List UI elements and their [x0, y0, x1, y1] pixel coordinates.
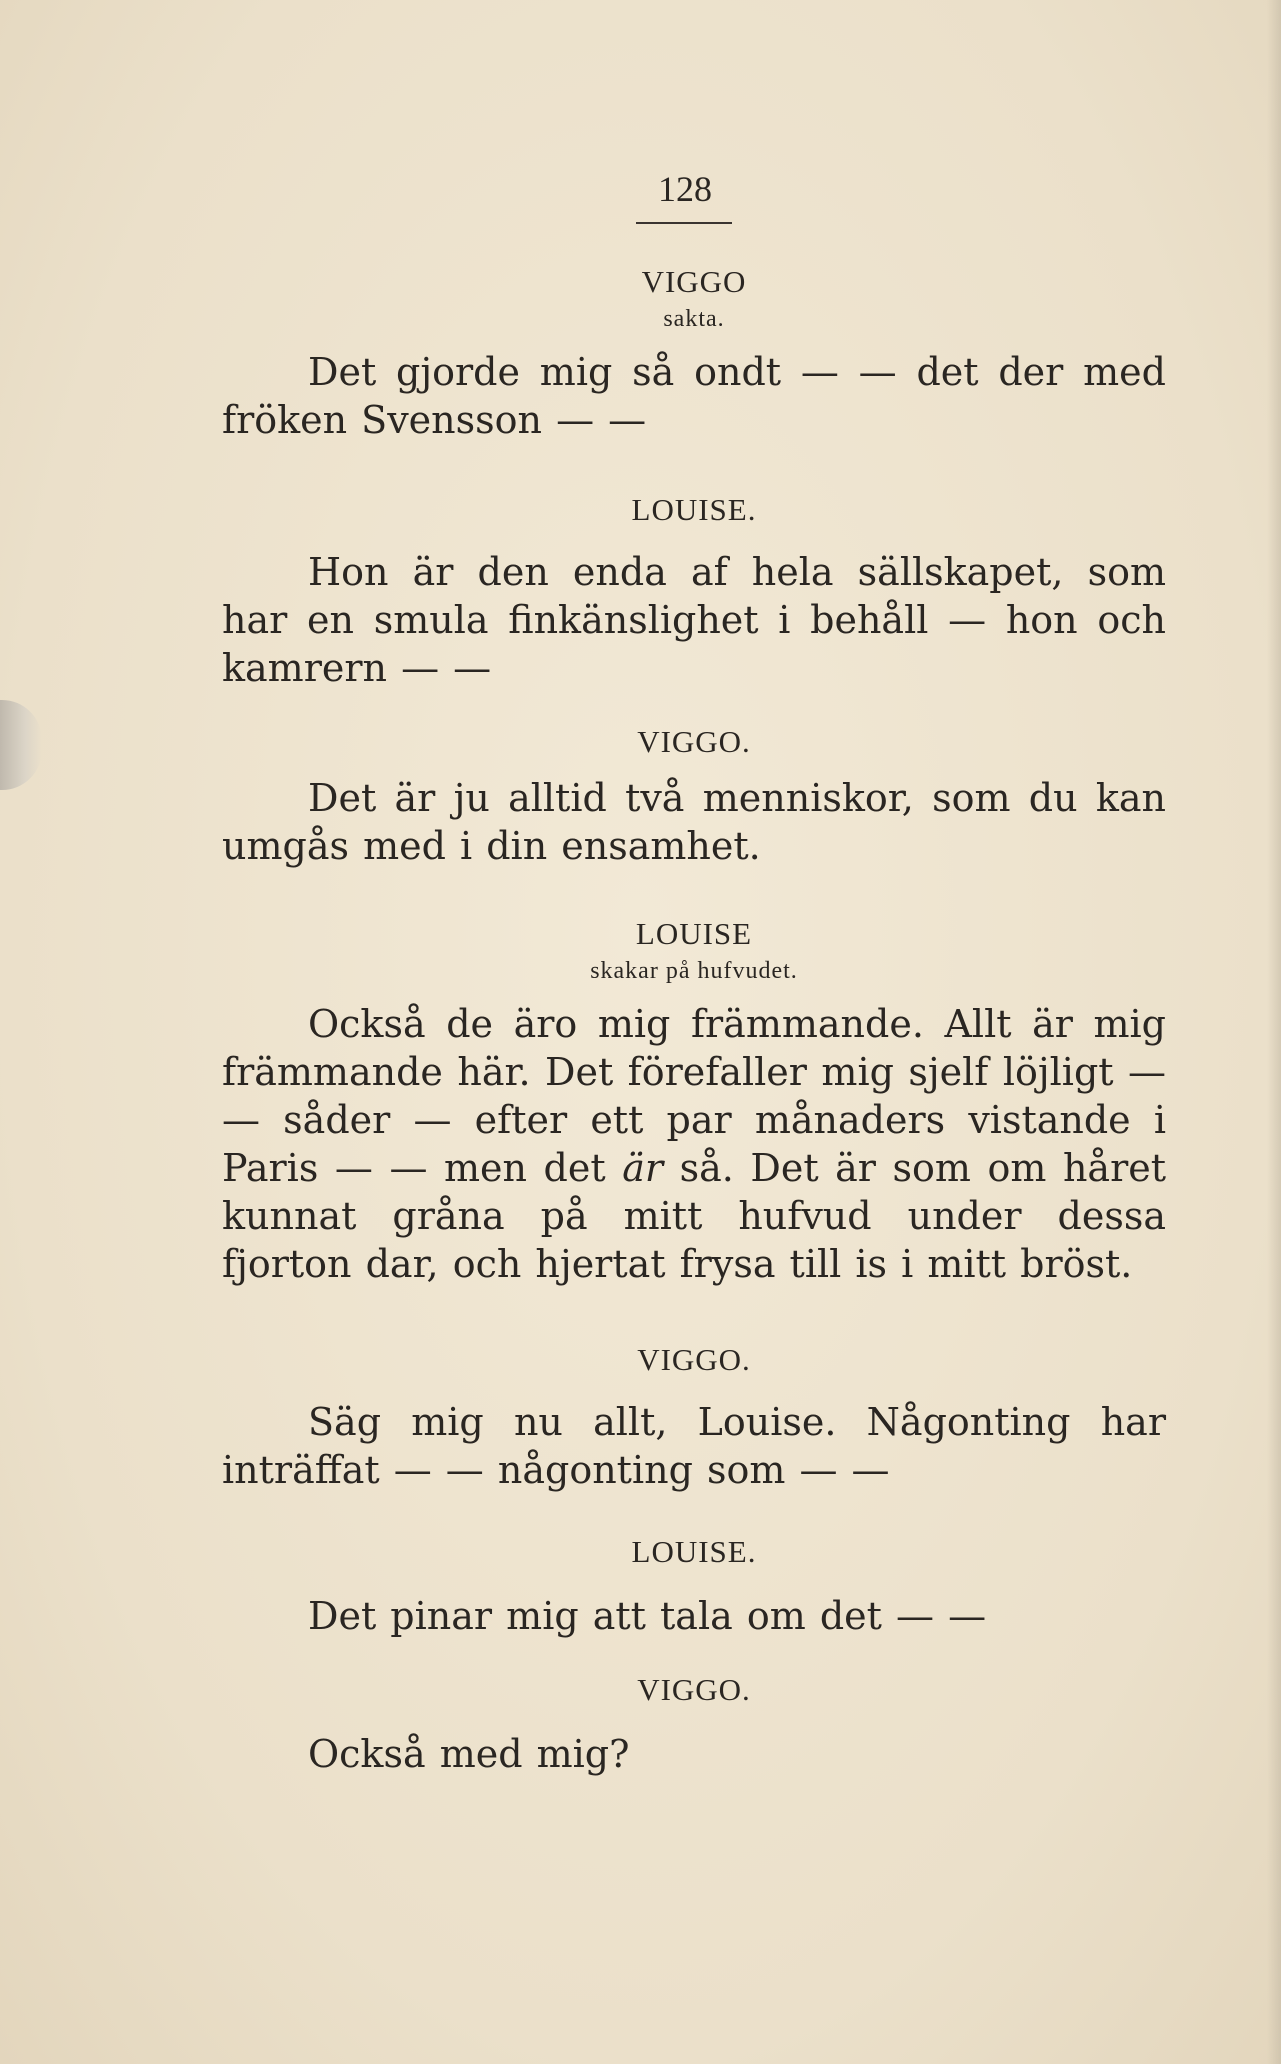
dialogue-block: [222, 724, 1166, 870]
dialogue-block: [222, 916, 1166, 1288]
dialogue-text: Också med mig?: [308, 1732, 630, 1776]
speaker-name: VIGGO.: [637, 1342, 751, 1377]
dialogue-block: [222, 1672, 1166, 1778]
page-number-rule: [636, 222, 732, 224]
speaker-name: VIGGO.: [637, 1672, 751, 1707]
dialogue-text: Det pinar mig att tala om det — —: [308, 1594, 987, 1638]
speaker-name: VIGGO: [641, 264, 747, 299]
dialogue-text: Säg mig nu allt, Louise. Någonting har inträffat — — någonting som — —: [222, 1400, 1166, 1492]
page-number: 128: [658, 169, 712, 209]
speaker-name: LOUISE.: [631, 492, 757, 527]
dialogue-text-part: Också de äro mig främmande. Allt är mig främmande här. Det förefaller mig sjelf löjligt — — såder — efter ett par månaders vistande i Paris — — men det: [222, 1002, 1166, 1190]
dialogue-text: Det är ju alltid två menniskor, som du kan umgås med i din ensamhet.: [222, 776, 1166, 868]
speaker-name: LOUISE.: [631, 1534, 757, 1569]
emphasis-word: är: [622, 1146, 664, 1190]
dialogue-text: Hon är den enda af hela sällskapet, som har en smula finkänslighet i behåll — hon och kamrern — —: [222, 550, 1166, 690]
speaker-name: LOUISE: [635, 916, 753, 951]
binding-edge: [0, 700, 42, 790]
dialogue-block: [222, 1534, 1166, 1640]
dialogue-text: Det gjorde mig så ondt — — det der med fröken Svensson — —: [222, 350, 1166, 442]
dialogue-block: [222, 492, 1166, 692]
stage-direction: sakta.: [663, 306, 725, 332]
dialogue-block: [222, 1342, 1166, 1494]
dialogue-text-part: så. Det är som om håret kunnat gråna på mitt hufvud under dessa fjorton dar, och hjertat frysa till is i mitt bröst.: [222, 1146, 1166, 1286]
stage-direction: skakar på hufvudet.: [590, 958, 798, 984]
dialogue-text: [222, 1000, 1166, 1288]
dialogue-block: [222, 264, 1166, 444]
speaker-name: VIGGO.: [637, 724, 751, 759]
page-edge-shadow: [1267, 0, 1281, 2064]
